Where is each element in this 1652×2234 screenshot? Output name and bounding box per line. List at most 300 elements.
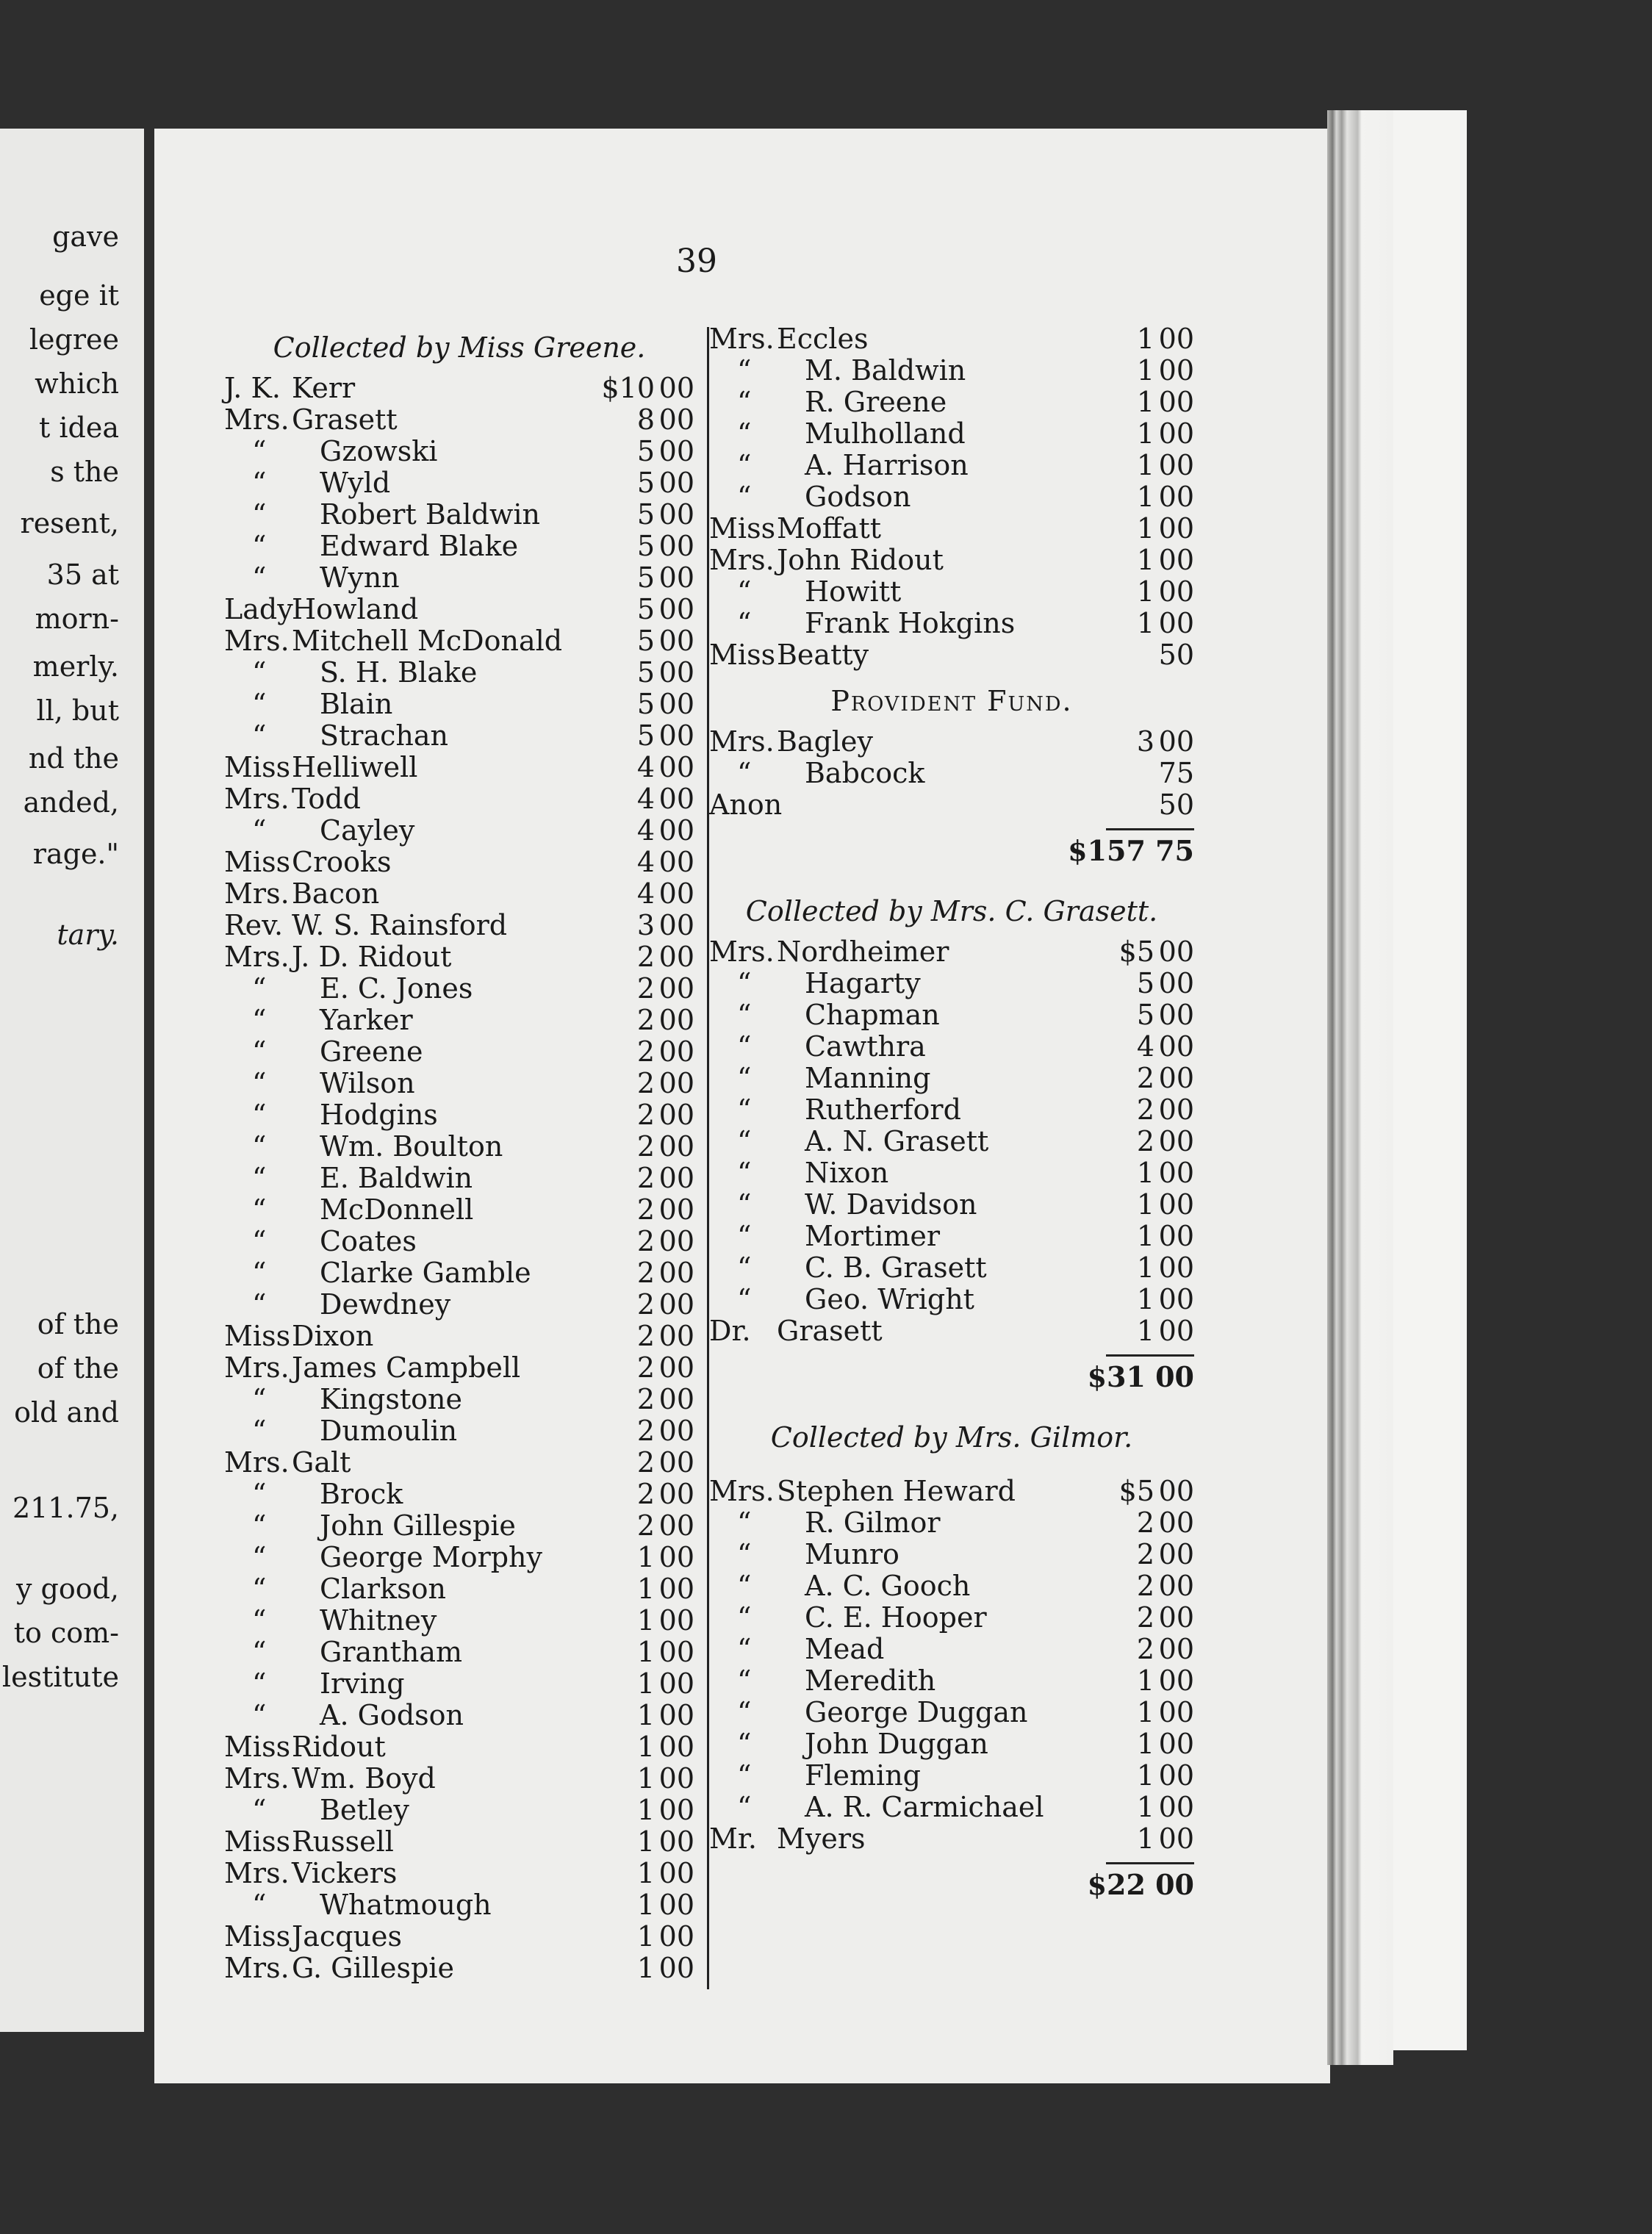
amount	[1103, 1315, 1194, 1347]
amount-dollars: 2	[636, 941, 655, 973]
amount-dollars: 1	[636, 1952, 655, 1984]
donor-title: “	[252, 972, 267, 1005]
list-entry	[224, 1384, 694, 1415]
donor-title: “	[737, 1188, 752, 1221]
amount	[1103, 936, 1194, 968]
donor-surname: Greene	[320, 1035, 423, 1068]
left-page-text-fragment: ege it	[39, 279, 119, 312]
amount-cents: 00	[658, 1193, 694, 1226]
donor-title: Mr.	[709, 1822, 757, 1855]
donor-title: “	[252, 1636, 267, 1668]
amount	[603, 1889, 694, 1921]
donor-title: “	[252, 1257, 267, 1289]
list-entry	[224, 1352, 694, 1384]
amount	[1103, 418, 1194, 450]
left-page-text-fragment: ll, but	[36, 694, 119, 727]
amount-cents: 00	[658, 1478, 694, 1510]
donor-name	[252, 1889, 492, 1921]
donor-name	[252, 1194, 473, 1226]
amount	[603, 941, 694, 973]
list-entry	[709, 1728, 1194, 1760]
donor-name	[252, 1131, 503, 1163]
list-entry	[709, 1665, 1194, 1697]
donor-title: Mrs.	[224, 941, 290, 973]
total-rule	[1106, 828, 1194, 830]
donor-surname: R. Greene	[805, 386, 947, 418]
donor-surname: W. S. Rainsford	[292, 909, 508, 941]
amount-cents: 75	[1158, 757, 1194, 789]
amount-cents: 00	[658, 561, 694, 594]
list-entry	[224, 657, 694, 689]
donor-title: Mrs.	[224, 877, 290, 910]
list-entry	[709, 1189, 1194, 1221]
amount-cents: 00	[658, 877, 694, 910]
amount-dollars: 5	[636, 656, 655, 689]
donor-name	[737, 1063, 930, 1094]
amount-dollars: 1	[1136, 481, 1154, 513]
amount-dollars: 4	[1136, 1030, 1154, 1063]
amount	[603, 1099, 694, 1131]
amount	[1103, 387, 1194, 418]
amount-cents: 00	[658, 1794, 694, 1826]
amount	[1103, 1126, 1194, 1157]
donor-title: “	[737, 1125, 752, 1157]
amount	[1103, 545, 1194, 576]
amount-dollars: 8	[636, 403, 655, 436]
donor-surname: A. Harrison	[805, 449, 969, 481]
amount-dollars: 3	[636, 909, 655, 941]
donor-name	[252, 1795, 409, 1826]
amount	[1103, 608, 1194, 639]
amount	[603, 1226, 694, 1257]
facing-left-page	[0, 129, 144, 2032]
amount	[1103, 1539, 1194, 1570]
amount	[1103, 1728, 1194, 1760]
amount-dollars: 4	[636, 783, 655, 815]
amount-cents: 50	[1158, 639, 1194, 671]
donor-surname: C. B. Grasett	[805, 1251, 987, 1284]
donor-surname: Geo. Wright	[805, 1283, 974, 1315]
amount-cents: 00	[658, 1731, 694, 1763]
donor-surname: Irving	[320, 1667, 405, 1700]
amount	[603, 1731, 694, 1763]
amount-cents: 00	[658, 941, 694, 973]
list-entry	[709, 1760, 1194, 1792]
amount-dollars: 1	[1136, 544, 1154, 576]
amount-dollars: 2	[636, 1225, 655, 1257]
amount-cents: 00	[658, 1225, 694, 1257]
donor-title: “	[252, 1162, 267, 1194]
amount	[1103, 1031, 1194, 1063]
donor-surname: Eccles	[777, 323, 869, 355]
donor-surname: Howland	[292, 593, 419, 625]
amount-dollars: 1	[636, 1667, 655, 1700]
amount-cents: 00	[1158, 1506, 1194, 1539]
donor-name	[737, 1221, 940, 1252]
donor-surname: Clarkson	[320, 1573, 446, 1605]
list-entry	[224, 1226, 694, 1257]
left-page-text-fragment: anded,	[23, 786, 119, 819]
donor-name	[224, 1352, 520, 1384]
donor-surname: Dewdney	[320, 1288, 451, 1321]
amount-dollars: 5	[1136, 999, 1154, 1031]
donor-name	[252, 973, 473, 1005]
list-entry	[224, 1415, 694, 1447]
amount-dollars: 2	[1136, 1601, 1154, 1634]
amount-dollars: 4	[636, 846, 655, 878]
list-entry	[709, 355, 1194, 387]
donor-surname: Rutherford	[805, 1093, 961, 1126]
amount-cents: 00	[658, 625, 694, 657]
amount-dollars: 1	[636, 1762, 655, 1795]
donor-surname: John Gillespie	[320, 1509, 516, 1542]
amount	[1103, 481, 1194, 513]
donor-name	[224, 1858, 397, 1889]
amount-cents: 00	[658, 1415, 694, 1447]
donor-title: “	[252, 1604, 267, 1637]
amount-dollars: 1	[1136, 1283, 1154, 1315]
donor-name	[252, 499, 540, 531]
amount-dollars: 2	[636, 1509, 655, 1542]
donor-name	[252, 1668, 405, 1700]
left-page-text-fragment: old and	[14, 1396, 119, 1429]
list-entry	[709, 513, 1194, 545]
amount-cents: 50	[1158, 789, 1194, 821]
amount	[603, 467, 694, 499]
amount	[603, 910, 694, 941]
donor-name	[737, 576, 901, 608]
donor-name	[252, 1068, 415, 1099]
donor-title: “	[252, 1225, 267, 1257]
section-heading-greene: Collected by Miss Greene.	[273, 331, 646, 364]
amount-dollars: 1	[636, 1636, 655, 1668]
amount	[1103, 1634, 1194, 1665]
list-entry	[224, 973, 694, 1005]
list-entry	[709, 1063, 1194, 1094]
amount-dollars: 1	[1136, 1251, 1154, 1284]
amount	[1103, 1602, 1194, 1634]
donor-name	[252, 720, 448, 752]
list-entry	[224, 847, 694, 878]
donor-title: “	[737, 1506, 752, 1539]
donor-name	[709, 1476, 1016, 1507]
left-page-text-fragment: t idea	[39, 412, 119, 444]
list-entry	[224, 1479, 694, 1510]
amount-cents: 00	[658, 751, 694, 783]
donor-title: “	[737, 1538, 752, 1570]
donor-title: “	[737, 607, 752, 639]
amount	[603, 973, 694, 1005]
amount-dollars: 5	[636, 561, 655, 594]
donor-surname: James Campbell	[292, 1351, 521, 1384]
donor-name	[252, 815, 414, 847]
amount-cents: 00	[658, 1067, 694, 1099]
donor-surname: R. Gilmor	[805, 1506, 941, 1539]
donor-surname: Manning	[805, 1062, 931, 1094]
donor-title: “	[252, 561, 267, 594]
donor-title: “	[252, 1415, 267, 1447]
amount-dollars: 1	[1136, 1696, 1154, 1728]
donor-name	[709, 1823, 866, 1855]
list-entry	[709, 1570, 1194, 1602]
list-entry	[224, 1257, 694, 1289]
amount	[1103, 1823, 1194, 1855]
amount-cents: 00	[1158, 1664, 1194, 1697]
donor-surname: Hodgins	[320, 1099, 438, 1131]
amount	[603, 1542, 694, 1573]
donor-title: “	[252, 1130, 267, 1163]
donor-title: “	[737, 1030, 752, 1063]
donor-surname: Cayley	[320, 814, 415, 847]
amount	[603, 562, 694, 594]
donor-surname: Mulholland	[805, 417, 966, 450]
list-entry	[224, 1131, 694, 1163]
left-page-text-fragment: morn-	[35, 603, 119, 635]
donor-title: “	[737, 481, 752, 513]
donor-surname: Yarker	[320, 1004, 413, 1036]
amount-dollars: 1	[636, 1889, 655, 1921]
amount	[1103, 576, 1194, 608]
amount-cents: 00	[1158, 967, 1194, 999]
section-heading-gilmor: Collected by Mrs. Gilmor.	[770, 1421, 1133, 1454]
donor-name	[737, 608, 1015, 639]
donor-title: Miss	[224, 1920, 291, 1953]
donor-name	[252, 562, 400, 594]
donor-surname: Godson	[805, 481, 911, 513]
list-entry	[709, 758, 1194, 789]
donor-title: Mrs.	[224, 625, 290, 657]
amount-cents: 00	[658, 1351, 694, 1384]
donor-title: “	[252, 435, 267, 467]
list-entry	[224, 1889, 694, 1921]
amount-dollars: 3	[1136, 725, 1154, 758]
amount	[603, 720, 694, 752]
amount-cents: 00	[1158, 354, 1194, 387]
list-entry	[224, 783, 694, 815]
amount-dollars: 1	[636, 1825, 655, 1858]
right-column	[709, 323, 1194, 1900]
donor-name	[252, 1510, 516, 1542]
donor-title: Miss	[224, 1825, 291, 1858]
amount	[1103, 758, 1194, 789]
donor-name	[709, 789, 783, 821]
left-page-text-fragment: lestitute	[1, 1661, 119, 1693]
donor-name	[224, 783, 361, 815]
donor-title: “	[737, 1696, 752, 1728]
donor-title: “	[252, 1889, 267, 1921]
amount	[603, 657, 694, 689]
list-entry	[224, 373, 694, 404]
donor-title: “	[252, 1288, 267, 1321]
donor-surname: Munro	[805, 1538, 899, 1570]
list-entry	[224, 594, 694, 625]
left-column	[224, 323, 694, 1984]
donor-surname: Ridout	[292, 1731, 386, 1763]
amount-cents: 00	[658, 719, 694, 752]
amount	[603, 1668, 694, 1700]
list-entry	[709, 545, 1194, 576]
amount-cents: 00	[658, 403, 694, 436]
amount-cents: 00	[1158, 1696, 1194, 1728]
section-heading-provident: Provident Fund.	[830, 685, 1073, 717]
amount	[603, 815, 694, 847]
donor-name	[224, 625, 562, 657]
donor-name	[737, 481, 911, 513]
amount-dollars: 2	[636, 972, 655, 1005]
amount-cents: 00	[658, 1762, 694, 1795]
list-entry	[709, 1634, 1194, 1665]
donor-title: J. K.	[224, 372, 281, 404]
donor-title: “	[737, 1664, 752, 1697]
donor-name	[252, 467, 390, 499]
amount-dollars: 1	[1136, 1188, 1154, 1221]
list-entry	[224, 941, 694, 973]
donor-title: “	[737, 1633, 752, 1665]
donor-surname: Howitt	[805, 575, 902, 608]
list-entry	[224, 1510, 694, 1542]
list-entry	[709, 323, 1194, 355]
list-entry	[224, 1321, 694, 1352]
donor-surname: Frank Hokgins	[805, 607, 1016, 639]
donor-surname: Wilson	[320, 1067, 415, 1099]
amount-cents: 00	[658, 1288, 694, 1321]
donor-name	[737, 1252, 987, 1284]
amount-dollars: 1	[1136, 1728, 1154, 1760]
amount	[1103, 639, 1194, 671]
amount-dollars: 2	[636, 1288, 655, 1321]
donor-title: “	[252, 814, 267, 847]
list-entry	[224, 1921, 694, 1953]
amount	[601, 373, 694, 404]
list-entry	[224, 1795, 694, 1826]
amount-dollars: 1	[636, 1541, 655, 1573]
amount-cents: 00	[658, 783, 694, 815]
donor-surname: Hagarty	[805, 967, 921, 999]
donor-title: “	[737, 449, 752, 481]
amount-cents: 00	[658, 1604, 694, 1637]
amount	[1103, 999, 1194, 1031]
donor-title: Mrs.	[224, 1351, 290, 1384]
donor-surname: Coates	[320, 1225, 417, 1257]
list-entry	[709, 608, 1194, 639]
list-entry	[224, 531, 694, 562]
donor-name	[737, 1697, 1028, 1728]
amount-cents: 00	[658, 1541, 694, 1573]
amount-dollars: 5	[636, 467, 655, 499]
donor-surname: Whitney	[320, 1604, 437, 1637]
amount-cents: 00	[658, 1446, 694, 1479]
donor-surname: Gzowski	[320, 435, 438, 467]
amount	[1103, 1284, 1194, 1315]
amount-dollars: 5	[636, 498, 655, 531]
donor-surname: Strachan	[320, 719, 449, 752]
donor-title: “	[737, 1093, 752, 1126]
amount-cents: 00	[658, 1257, 694, 1289]
amount	[603, 1447, 694, 1479]
donor-surname: Kingstone	[320, 1383, 462, 1415]
left-page-text-fragment: of the	[37, 1352, 119, 1384]
amount	[1103, 1665, 1194, 1697]
amount-cents: 00	[1158, 1283, 1194, 1315]
amount	[603, 752, 694, 783]
list-entry	[709, 1476, 1194, 1507]
list-entry	[709, 1157, 1194, 1189]
amount	[603, 1384, 694, 1415]
amount-cents: 00	[658, 498, 694, 531]
amount-cents: 00	[658, 467, 694, 499]
left-page-text-fragment: to com-	[13, 1617, 119, 1649]
donor-surname: Edward Blake	[320, 530, 519, 562]
amount-dollars: 2	[636, 1257, 655, 1289]
donor-title: Mrs.	[224, 1952, 290, 1984]
amount	[603, 689, 694, 720]
left-page-text-fragment: tary.	[57, 919, 119, 951]
amount-cents: 00	[1158, 575, 1194, 608]
donor-surname: Grasett	[777, 1315, 883, 1347]
list-entry	[709, 1252, 1194, 1284]
left-page-text-fragment: y good,	[15, 1573, 119, 1605]
donor-name	[252, 1005, 413, 1036]
donor-surname: Moffatt	[777, 512, 881, 545]
amount-cents: 00	[1158, 1538, 1194, 1570]
list-entry	[709, 968, 1194, 999]
donor-surname: George Duggan	[805, 1696, 1028, 1728]
amount	[603, 1605, 694, 1637]
donor-surname: E. Baldwin	[320, 1162, 473, 1194]
amount	[1103, 450, 1194, 481]
amount	[603, 1858, 694, 1889]
amount-cents: 00	[1158, 1030, 1194, 1063]
donor-title: Miss	[709, 639, 776, 671]
donor-name	[252, 657, 477, 689]
donor-name	[737, 450, 969, 481]
list-entry	[224, 878, 694, 910]
donor-surname: M. Baldwin	[805, 354, 966, 387]
amount-cents: 00	[658, 1035, 694, 1068]
amount-cents: 00	[658, 1889, 694, 1921]
donor-title: “	[252, 467, 267, 499]
gilmor-total: $22 00	[1087, 1868, 1194, 1901]
amount	[1103, 1094, 1194, 1126]
amount	[603, 1289, 694, 1321]
donor-name	[737, 758, 924, 789]
amount-dollars: 2	[1136, 1633, 1154, 1665]
left-page-text-fragment: 211.75,	[12, 1492, 119, 1524]
amount	[1103, 789, 1194, 821]
amount-dollars: $10	[601, 372, 655, 404]
amount-dollars: 1	[1136, 1315, 1154, 1347]
amount-cents: 00	[1158, 1188, 1194, 1221]
amount	[1103, 1792, 1194, 1823]
donor-surname: Wm. Boulton	[320, 1130, 503, 1163]
amount-cents: 00	[658, 1004, 694, 1036]
donor-title: “	[252, 1035, 267, 1068]
donor-name	[252, 1163, 473, 1194]
amount	[603, 1415, 694, 1447]
donor-surname: G. Gillespie	[292, 1952, 454, 1984]
list-entry	[224, 1668, 694, 1700]
donor-name	[252, 1637, 462, 1668]
donor-surname: Helliwell	[292, 751, 418, 783]
donor-surname: Brock	[320, 1478, 403, 1510]
amount-cents: 00	[1158, 999, 1194, 1031]
amount	[1103, 323, 1194, 355]
donor-name	[737, 1665, 935, 1697]
donor-title: Mrs.	[224, 1857, 290, 1889]
amount	[603, 1763, 694, 1795]
gilmor-list	[709, 1476, 1194, 1855]
left-page-text-fragment: s the	[50, 456, 119, 488]
